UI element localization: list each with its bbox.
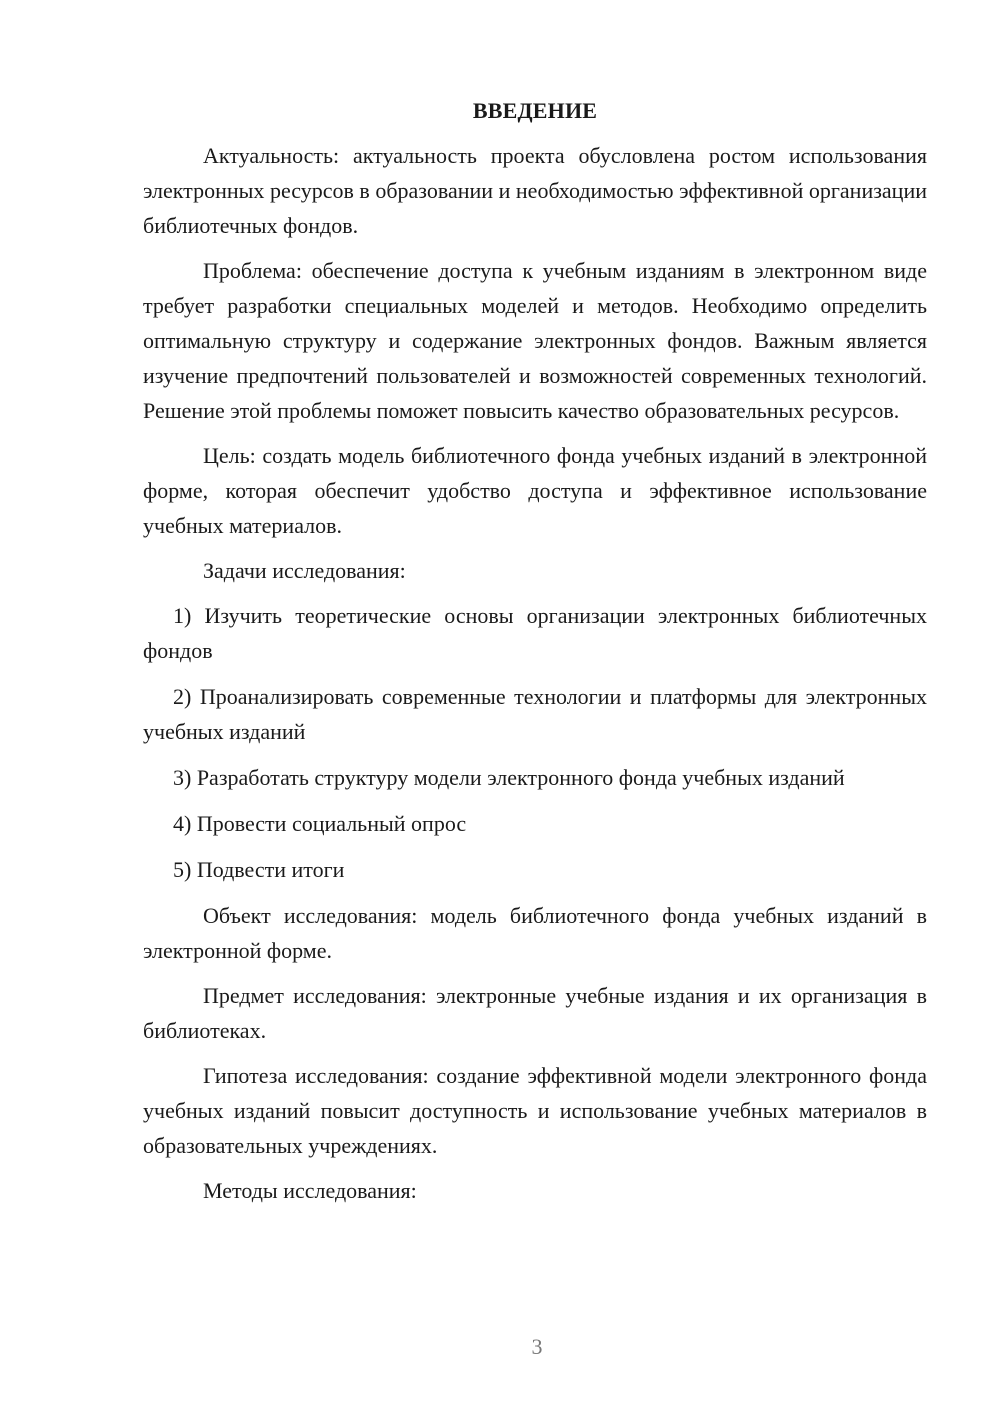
page-number: 3 xyxy=(531,1334,543,1359)
task-item-5: 5) Подвести итоги xyxy=(173,857,345,882)
paragraph-methods: Методы исследования: xyxy=(203,1178,417,1203)
task-item-3: 3) Разработать структуру модели электронного фонда учебных изданий xyxy=(173,765,845,790)
tasks-title: Задачи исследования: xyxy=(203,558,406,583)
paragraph-hypothesis: Гипотеза исследования: создание эффективной модели электронного фонда учебных изданий повысит доступность и использование учебных материалов в образовательных учреждениях. xyxy=(143,1063,927,1158)
task-item-2: 2) Проанализировать современные технологии и платформы для электронных учебных изданий xyxy=(143,684,927,744)
document-body xyxy=(143,93,927,1218)
paragraph-problem: Проблема: обеспечение доступа к учебным изданиям в электронном виде требует разработки специальных моделей и методов. Необходимо определить оптимальную структуру и содержание электронных фондов. Важным является изучение предпочтений пользователей и возможностей современных технологий. Решение этой проблемы поможет повысить качество образовательных ресурсов. xyxy=(143,258,927,423)
paragraph-goal: Цель: создать модель библиотечного фонда учебных изданий в электронной форме, которая обеспечит удобство доступа и эффективное использование учебных материалов. xyxy=(143,443,927,538)
paragraph-actuality: Актуальность: актуальность проекта обусловлена ростом использования электронных ресурсов в образовании и необходимостью эффективной организации библиотечных фондов. xyxy=(143,143,927,238)
task-item-1: 1) Изучить теоретические основы организации электронных библиотечных фондов xyxy=(143,603,927,663)
paragraph-subject: Предмет исследования: электронные учебные издания и их организация в библиотеках. xyxy=(143,983,927,1043)
page-title: ВВЕДЕНИЕ xyxy=(472,98,598,123)
paragraph-object: Объект исследования: модель библиотечного фонда учебных изданий в электронной форме. xyxy=(143,903,927,963)
task-item-4: 4) Провести социальный опрос xyxy=(173,811,467,836)
